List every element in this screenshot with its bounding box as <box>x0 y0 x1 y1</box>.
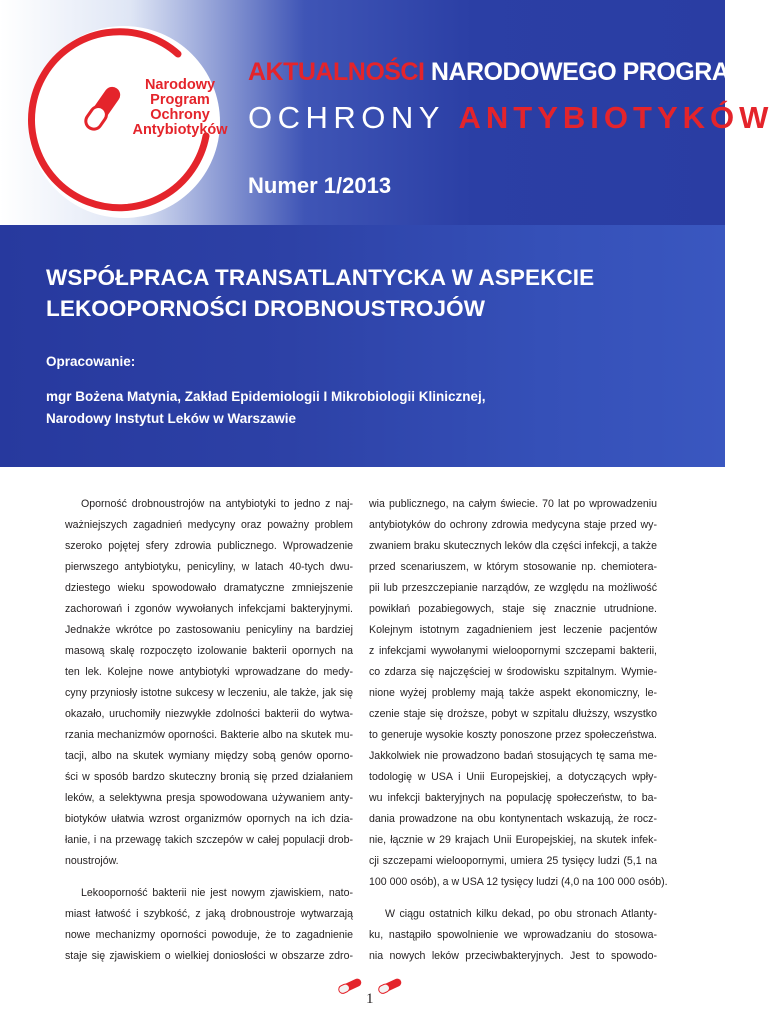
text-line: dania prowadzone na obu kontynentach wskazują, że rocz- <box>369 813 657 825</box>
text-line: todologię w USA i Unii Europejskiej, a dotyczących wpły- <box>369 771 657 783</box>
body-paragraph <box>369 494 668 893</box>
page-number: 1 <box>366 991 374 1007</box>
issue-number: Numer 1/2013 <box>248 173 392 198</box>
text-line: cyny przyniosły istotne sukcesy w leczeniu, ale także, jak się <box>65 687 353 699</box>
text-line: 100 000 osób), a w USA 12 tysięcy ludzi (4,0 na 100 000 osób). <box>369 876 668 888</box>
text-line: ku, nastąpiło spowolnienie we wprowadzaniu do stosowa- <box>369 929 657 941</box>
text-line: czenie staje się droższe, pobyt w szpitalu dłuższy, wszystko <box>369 708 657 720</box>
text-line: powikłań pozabiegowych, staje się znacznie utrudnione. <box>369 603 657 615</box>
text-line: Lekooporność bakterii nie jest nowym zjawiskiem, nato- <box>81 887 353 899</box>
text-line: noustrojów. <box>65 855 119 867</box>
article-title-line: LEKOOPORNOŚCI DROBNOUSTROJÓW <box>46 296 486 321</box>
text-line: Oporność drobnoustrojów na antybiotyki to jedno z naj- <box>81 498 353 510</box>
text-line: pii lub przeszczepianie narządów, ze względu na możliwość <box>369 582 657 594</box>
prepared-by-label: Opracowanie: <box>46 354 136 369</box>
text-line: to generuje wysokie koszty ponoszone przez społeczeństwa. <box>369 729 657 741</box>
text-line: ważniejszych zagadnień medycyny oraz poważny problem <box>65 519 353 531</box>
text-line: z infekcjami wywołanymi wieloopornymi szczepami bakterii, <box>369 645 657 657</box>
text-line: leków, a selektywna presja spowodowana używaniem anty- <box>65 792 353 804</box>
newsletter-subtitle <box>248 100 773 136</box>
text-line: dziestego wieku spowodowało dramatyczne zmniejszenie <box>65 582 353 594</box>
author-line: mgr Bożena Matynia, Zakład Epidemiologii I Mikrobiologii Klinicznej, <box>46 389 486 404</box>
text-line: wu infekcji bakteryjnych na populację społeczeństw, to ba- <box>369 792 657 804</box>
text-line: antybiotyków do ochrony zdrowia medycyna staje przed wy- <box>369 519 657 531</box>
text-line: Jakkolwiek nie prowadzono badań stosujących tę sama me- <box>369 750 657 762</box>
text-line: nowe mechanizmy oporności powoduje, że to zagadnienie <box>65 929 353 941</box>
article-title <box>46 262 686 324</box>
article-title-line: WSPÓŁPRACA TRANSATLANTYCKA W ASPEKCIE <box>46 265 595 290</box>
text-line: biotyków ułatwia wzrost organizmów opornych na ich dzia- <box>65 813 353 825</box>
text-line: cji szczepami wieloopornymi, umiera 25 tysięcy ludzi (5,1 na <box>369 855 657 867</box>
newsletter-title <box>248 58 768 87</box>
subtitle-white-part: OCHRONY <box>248 100 445 135</box>
text-line: nione wyżej problemy mają także aspekt ekonomiczny, le- <box>369 687 657 699</box>
text-line: szeroko pojętej sfery zdrowia publicznego. Wprowadzenie <box>65 540 353 552</box>
text-line: co zdarza się najczęściej w środowisku szpitalnym. Wymie- <box>369 666 657 678</box>
text-line: zwaniem braku skutecznych leków dla części infekcji, a także <box>369 540 657 552</box>
subtitle-red-part: ANTYBIOTYKÓW <box>458 100 773 135</box>
text-line: łanie, i na przewagę takich szczepów w całej populacji drob- <box>65 834 353 846</box>
logo-line: Narodowy <box>144 77 216 93</box>
body-paragraph <box>65 883 359 967</box>
text-line: wia publicznego, na całym świecie. 70 lat po wprowadzeniu <box>369 498 657 510</box>
logo-text <box>120 78 240 138</box>
body-paragraph <box>65 494 359 872</box>
text-line: nia nowych leków przeciwbakteryjnych. Jest to spowodo- <box>369 950 657 962</box>
program-logo <box>28 26 228 218</box>
body-column-left <box>65 494 359 978</box>
body-paragraph <box>369 904 663 967</box>
logo-line: Ochrony <box>150 107 210 123</box>
text-line: W ciągu ostatnich kilku dekad, po obu stronach Atlanty- <box>385 908 657 920</box>
text-line: ści w sposób bardzo skuteczny bronią się przed działaniem <box>65 771 353 783</box>
text-line: zachorowań i zgonów wywołanych infekcjami bakteryjnymi. <box>65 603 353 615</box>
title-white-part: NARODOWEGO PROGRAMU <box>430 58 768 86</box>
text-line: pierwszego antybiotyku, penicyliny, w latach 40-tych dwu- <box>65 561 353 573</box>
text-line: ten lek. Kolejne nowe antybiotyki wprowadzane do medy- <box>65 666 353 678</box>
header-banner <box>0 0 773 225</box>
text-line: okazało, uruchomiły niezwykłe zdolności bakterii do wytwa- <box>65 708 353 720</box>
author-affiliation <box>46 386 686 430</box>
author-line: Narodowy Instytut Leków w Warszawie <box>46 411 297 426</box>
text-line: Kolejnym istotnym zagadnieniem jest leczenie pacjentów <box>369 624 657 636</box>
text-line: tacji, albo na skutek wymiany między sobą genów oporno- <box>65 750 353 762</box>
body-column-right <box>369 494 668 978</box>
text-line: staje się zjawiskiem o wielkiej doniosłości w obszarze zdro- <box>65 950 353 962</box>
logo-line: Antybiotyków <box>132 122 228 138</box>
text-line: nie, łącznie w 29 krajach Unii Europejskiej, na skutek infek- <box>369 834 657 846</box>
text-line: miast łatwość i szybkość, z jaką drobnoustroje wytwarzają <box>65 908 353 920</box>
text-line: masową skalę rozpoczęto izolowanie bakterii opornych na <box>65 645 353 657</box>
text-line: rzania mechanizmów oporności. Bakterie albo na skutek mu- <box>65 729 353 741</box>
text-line: Jednakże wkrótce po zastosowaniu penicyliny na bardziej <box>65 624 353 636</box>
title-red-part: AKTUALNOŚCI <box>248 58 425 86</box>
logo-line: Program <box>150 92 210 108</box>
text-line: przed scenariuszem, w którym stosowanie np. chemiotera- <box>369 561 657 573</box>
pill-icon <box>83 84 124 132</box>
